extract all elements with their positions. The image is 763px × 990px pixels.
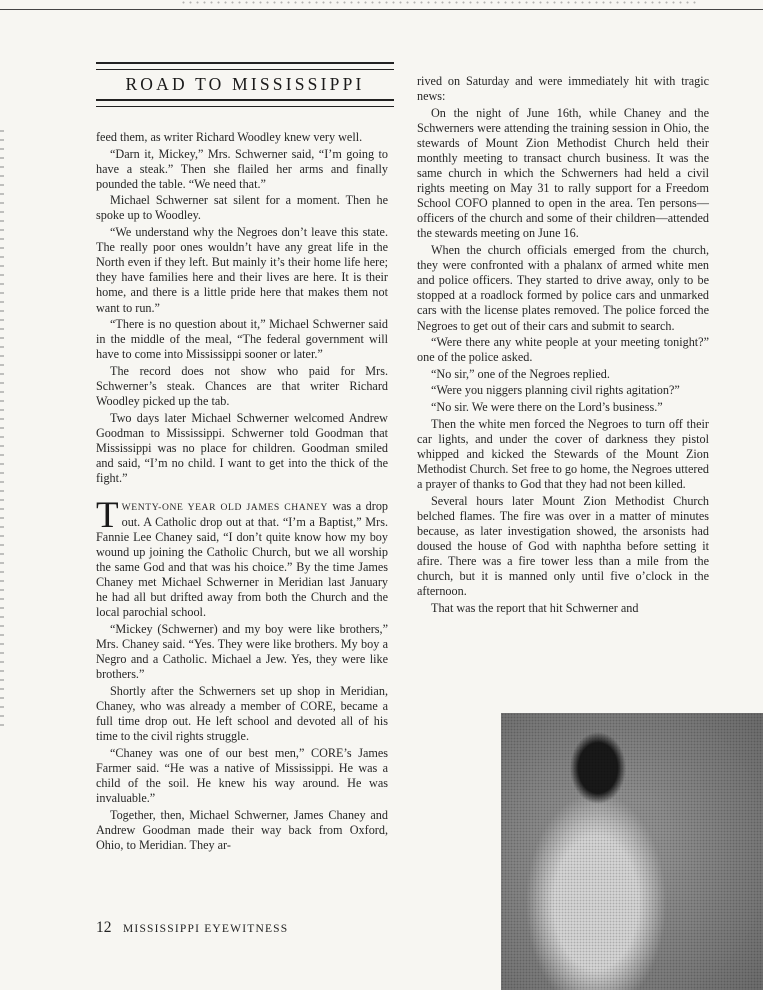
photo-of-boy: [501, 713, 763, 990]
paragraph: feed them, as writer Richard Woodley knew very well.: [96, 130, 363, 144]
dropcap-paragraph: [96, 494, 389, 621]
paragraph: “Chaney was one of our best men,” CORE’s James Farmer said. “He was a native of Mississippi. He was a child of the soil. He knew his way around. He was invaluable.”: [96, 745, 388, 805]
right-column: [417, 74, 709, 617]
section-header: [96, 62, 394, 107]
paragraph: Several hours later Mount Zion Methodist Church belched flames. The fire was over in a matter of minutes because, as later investigation showed, the arsonists had doused the house of God with naphtha before setting it afire. There was a fire tower less than a mile from the church, but it is manned only until five o’clock in the afternoon.: [417, 493, 709, 599]
paragraph: rived on Saturday and were immediately hit with tragic news:: [417, 74, 709, 104]
paragraph: Two days later Michael Schwerner welcomed Andrew Goodman to Mississippi. Schwerner told Goodman that Mississippi was no place for children. Goodman smiled and said, “I’m no child. I want to get into the thick of the fight.”: [96, 410, 388, 486]
paragraph: “Mickey (Schwerner) and my boy were like brothers,” Mrs. Chaney said. “Yes. They were like brothers. My boy a Negro and a Catholic. Michael a Jew. Yes, they were like brothers.”: [96, 621, 388, 682]
paragraph: “No sir. We were there on the Lord’s business.”: [431, 399, 663, 414]
page-number: 12: [96, 919, 112, 936]
paragraph: “Were there any white people at your meeting tonight?” one of the police asked.: [417, 335, 709, 365]
section-title: ROAD TO MISSISSIPPI: [125, 74, 365, 94]
top-edge-dots: [180, 0, 700, 5]
paragraph: “Were you niggers planning civil rights agitation?”: [431, 383, 680, 398]
paragraph: Then the white men forced the Negroes to turn off their car lights, and under the cover of darkness they pistol whipped and kicked the Stewards of the Mount Zion Methodist Church. Set free to go home, the Negroes uttered a prayer of thanks to God that they had not been killed.: [417, 416, 709, 491]
paragraph: “We understand why the Negroes don’t leave this state. The really poor ones wouldn’t have any great life in the North even if they left. But mainly it’s their home life here; they have families here and their lives are here. It is their home, and there is a little pride here that makes them not want to run.”: [96, 225, 388, 315]
left-column: [96, 130, 388, 854]
magazine-title: MISSISSIPPI EYEWITNESS: [123, 923, 289, 935]
paragraph-text: was a drop out. A Catholic drop out at that. “I’m a Baptist,” Mrs. Fannie Lee Chaney said, “I don’t quite know how my boy wound up joining the Catholic Church, but we all worship the same God and that was his choice.” By the time James Chaney met Michael Schwerner in Meridian last January he had all but drifted away from both the Church and the local parochial school.: [96, 498, 389, 620]
paragraph: Together, then, Michael Schwerner, James Chaney and Andrew Goodman made their way back from Oxford, Ohio, to Meridian. They ar-: [96, 807, 388, 852]
paragraph: “There is no question about it,” Michael Schwerner said in the middle of the meal, “The federal government will have to come into Mississippi sooner or later.”: [96, 317, 388, 362]
paragraph: “No sir,” one of the Negroes replied.: [431, 366, 610, 381]
paragraph: Shortly after the Schwerners set up shop in Meridian, Chaney, who was already a member of CORE, became a full time drop out. He left school and devoted all of his time to the civil rights struggle.: [96, 683, 388, 744]
top-rule: [0, 9, 763, 10]
paragraph: On the night of June 16th, while Chaney and the Schwerners were attending the training session in Ohio, the stewards of Mount Zion Methodist Church held their monthly meeting to transact church business. It was the same church in which the Schwerners had held a civil rights meeting on May 31 to rally support for a Freedom School COFO planned to open in the area. Ten persons—officers of the church and some of their children—attended the stewards meeting on June 16.: [417, 105, 709, 241]
drop-cap: T: [96, 494, 119, 536]
paragraph: That was the report that hit Schwerner and: [431, 600, 639, 615]
paragraph: The record does not show who paid for Mrs. Schwerner’s steak. Chances are that writer Richard Woodley picked up the tab.: [96, 363, 388, 409]
paragraph: Michael Schwerner sat silent for a moment. Then he spoke up to Woodley.: [96, 193, 388, 223]
paragraph: “Darn it, Mickey,” Mrs. Schwerner said, “I’m going to have a steak.” Then she flailed her arms and finally pounded the table. “We need that.”: [96, 146, 388, 191]
page-footer: [96, 919, 288, 937]
lead-in-smallcaps: WENTY-ONE YEAR OLD JAMES CHANEY: [121, 501, 328, 513]
page-edge-marks: [0, 130, 4, 730]
paragraph: When the church officials emerged from the church, they were confronted with a phalanx of armed white men and police officers. They started to drive away, only to be stopped at a roadlock formed by police cars and unmarked cars with the license plates removed. The police forced the Negroes to get out of their cars and submit to search.: [417, 243, 709, 333]
